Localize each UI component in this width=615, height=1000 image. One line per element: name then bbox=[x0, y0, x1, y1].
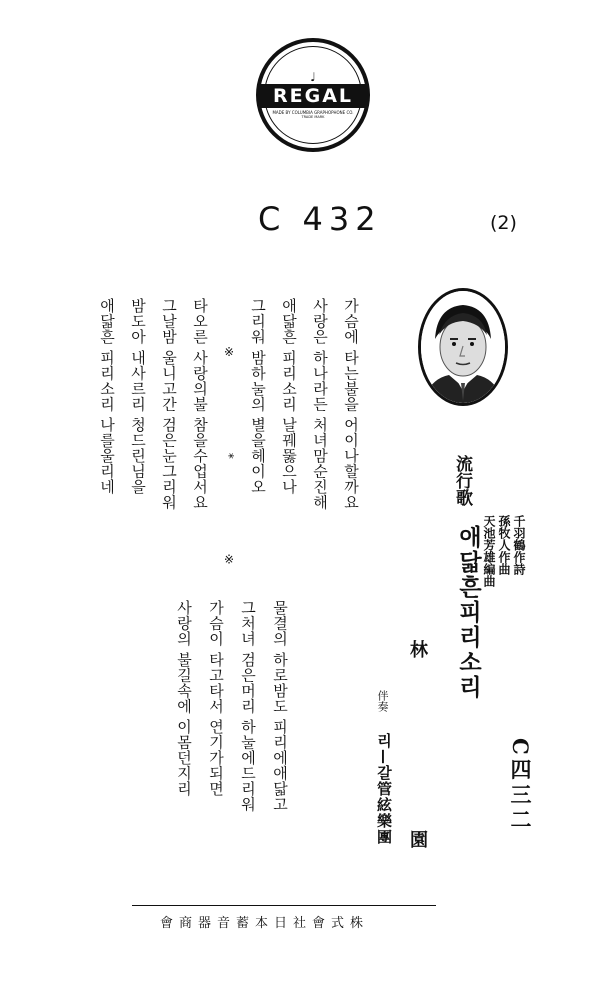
catalog-number: C 432 bbox=[258, 200, 382, 238]
lyric-line: 타오른 사랑의불 참을수업서요 bbox=[191, 298, 209, 511]
composer-credit: 孫牧人作曲 bbox=[497, 515, 511, 575]
logo-trademark-line: TRADE MARK bbox=[301, 115, 325, 119]
accompaniment-label: 伴奏 bbox=[376, 690, 389, 712]
lyric-line: 밤도아 내사르리 청드린님을 bbox=[129, 298, 147, 495]
lyric-line: 물결의 하로밤도 피리에애닯고 bbox=[271, 600, 289, 813]
lyric-line: 그날밤 울니고간 검은눈그리워 bbox=[160, 298, 178, 511]
song-genre: 流行歌 bbox=[452, 455, 472, 506]
lyric-line: 가슴이 타고타서 연기가되면 bbox=[207, 600, 225, 797]
verse-separator: ※ * ※ bbox=[222, 345, 236, 612]
singer-portrait bbox=[418, 288, 508, 406]
publisher-name: 株式會社日本蓄音器商會 bbox=[160, 916, 370, 931]
singer-name-part1: 林 bbox=[407, 640, 428, 658]
singer-name-part2: 園 bbox=[407, 830, 428, 848]
lyric-line: 가슴에 타는불을 어이나할까요 bbox=[342, 298, 360, 511]
side-number: (2) bbox=[490, 212, 517, 234]
lyric-line: 그리워 밤하눌의 별을헤이오 bbox=[249, 298, 267, 495]
lyric-line: 사랑의 불길속에 이몸던지리 bbox=[175, 600, 193, 797]
arranger-credit: 天池芳雄編曲 bbox=[482, 515, 496, 587]
logo-maker-line: MADE BY COLUMBIA GRAPHOPHONE CO. bbox=[272, 110, 354, 115]
lyric-line: 그처녀 검은머리 하눌에드리워 bbox=[239, 600, 257, 813]
lyricist-credit: 千羽鶴作詩 bbox=[512, 515, 526, 575]
lyric-line: 애닯흔 피리소리 날꿰뚫으나 bbox=[280, 298, 298, 495]
regal-logo bbox=[256, 38, 370, 152]
lyre-emblem-icon: ♩ bbox=[310, 70, 316, 84]
catalog-number-vertical: C四三二 bbox=[508, 738, 533, 834]
song-title: 애닯흔피리소리 bbox=[455, 525, 481, 700]
accompaniment-orchestra: 리—갈管絃樂團 bbox=[375, 733, 393, 845]
brand-name: REGAL bbox=[272, 85, 354, 107]
lyric-line: 애닯흔 피리소리 나를울리네 bbox=[98, 298, 116, 495]
lyric-line: 사랑은 하나라든 처녀맘순진해 bbox=[311, 298, 329, 511]
footer-rule bbox=[132, 905, 436, 906]
